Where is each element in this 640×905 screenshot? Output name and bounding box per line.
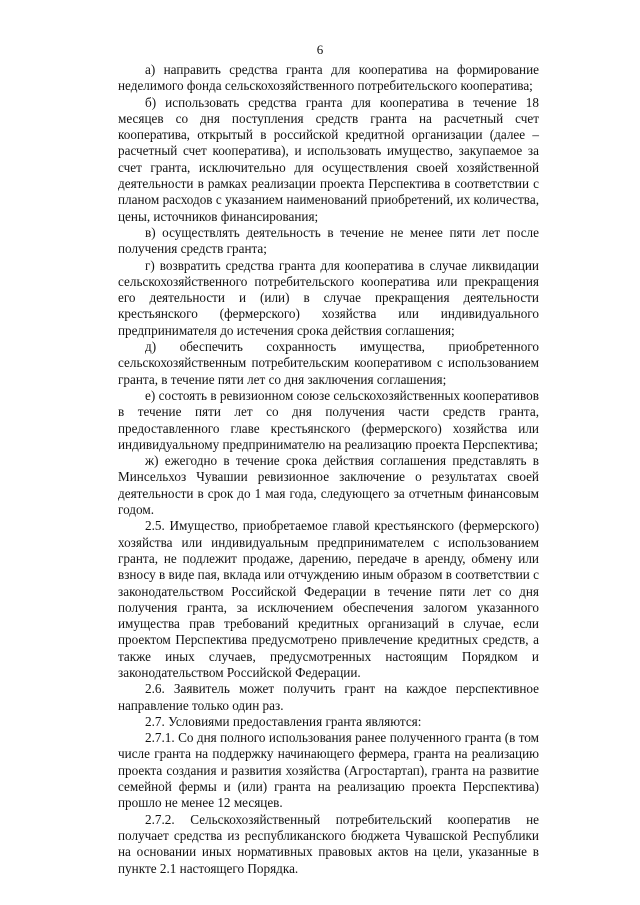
paragraph-item-v: в) осуществлять деятельность в течение не менее пяти лет после получения средств гранта;	[118, 224, 539, 257]
paragraph-item-e: е) состоять в ревизионном союзе сельскохозяйственных кооперативов в течение пяти лет со дня получения части средств гранта, предоставленного главе крестьянского (фермерского) хозяйства или индивидуальному предпринимателю на реализацию проекта Перспектива;	[118, 387, 539, 452]
paragraph-item-zh: ж) ежегодно в течение срока действия соглашения представлять в Минсельхоз Чувашии ревизионное заключение о результатах своей деятельности в срок до 1 мая года, следующего за отчетным финансовым годом.	[118, 453, 539, 518]
paragraph-2-6: 2.6. Заявитель может получить грант на каждое перспективное направление только один раз.	[118, 681, 539, 713]
paragraph-2-5: 2.5. Имущество, приобретаемое главой крестьянского (фермерского) хозяйства или индивидуальным предпринимателем с использованием гранта, не подлежит продаже, дарению, передаче в аренду, обмену или взносу в виде пая, вклада или отчуждению иным образом в соответствии с законодательством Российской Федерации в течение пяти лет со дня получения гранта, за исключением обеспечения залогом указанного имущества прав требований кредитных организаций в случае, если проектом Перспектива предусмотрено привлечение кредитных средств, а также иных случаев, предусмотренных настоящим Порядком и законодательством Российской Федерации.	[118, 518, 539, 680]
paragraph-item-d: д) обеспечить сохранность имущества, приобретенного сельскохозяйственным потребительским кооперативом с использованием гранта, в течение пяти лет со дня заключения соглашения;	[118, 339, 539, 387]
paragraph-item-a: а) направить средства гранта для кооператива на формирование неделимого фонда сельскохозяйственного потребительского кооператива;	[118, 62, 539, 94]
paragraph-item-g: г) возвратить средства гранта для кооператива в случае ликвидации сельскохозяйственного потребительского кооператива или прекращения его деятельности и (или) в случае прекращения деятельности крестьянского (фермерского) хозяйства или индивидуального предпринимателя до истечения срока действия соглашения;	[118, 257, 539, 338]
paragraph-2-7: 2.7. Условиями предоставления гранта являются:	[145, 713, 422, 729]
paragraph-item-b: б) использовать средства гранта для кооператива в течение 18 месяцев со дня поступления средств гранта на расчетный счет кооператива, открытый в российской кредитной организации (далее – расчетный счет кооператива), и использовать имущество, закупаемое за счет гранта, исключительно для осуществления своей хозяйственной деятельности в рамках реализации проекта Перспектива в соответствии с планом расходов с указанием наименований приобретений, их количества, цены, источников финансирования;	[118, 94, 539, 224]
paragraph-2-7-2: 2.7.2. Сельскохозяйственный потребительский кооператив не получает средства из республиканского бюджета Чувашской Республики на основании иных нормативных правовых актов на цели, указанные в пункте 2.1 настоящего Порядка.	[118, 811, 539, 876]
paragraph-2-7-1: 2.7.1. Со дня полного использования ранее полученного гранта (в том числе гранта на поддержку начинающего фермера, гранта на реализацию проекта создания и развития хозяйства (Агростартап), гранта на развитие семейной фермы и (или) гранта на реализацию проекта Перспектива) прошло не менее 12 месяцев.	[118, 730, 539, 811]
page-number: 6	[316, 42, 324, 57]
document-body	[118, 62, 539, 877]
